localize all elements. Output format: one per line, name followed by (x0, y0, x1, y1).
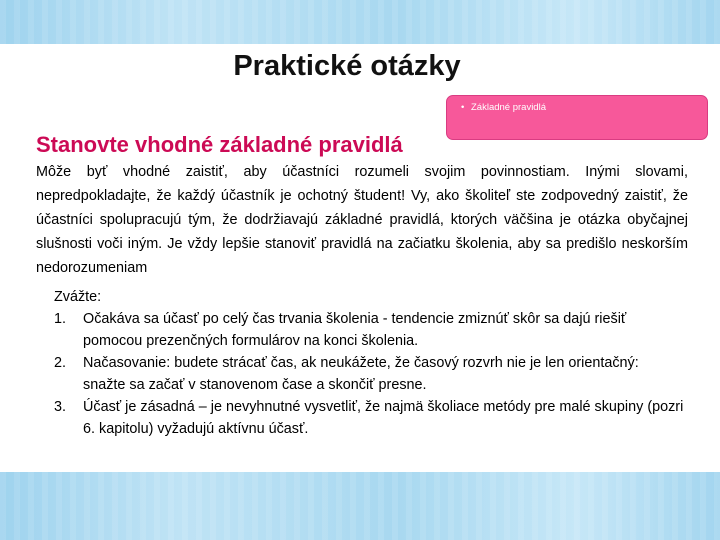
section-subtitle: Stanovte vhodné základné pravidlá (36, 132, 403, 157)
list-item (54, 396, 684, 440)
list-item-number: 2. (54, 355, 67, 371)
list-item-number: 3. (54, 399, 67, 415)
list-item-number: 1. (54, 311, 67, 327)
consider-section (54, 286, 684, 440)
bottom-decorative-band (0, 472, 720, 540)
list-item-text: Očakáva sa účasť po celý čas trvania školenia - tendencie zmiznúť skôr sa dajú riešiť pomocou prezenčných formulárov na konci školenia. (83, 311, 627, 349)
list-item-text: Načasovanie: budete strácať čas, ak neukážete, že časový rozvrh nie je len orientačný: snažte sa začať v stanovenom čase a skončiť presne. (83, 355, 639, 393)
list-item-text: Účasť je zásadná – je nevyhnutné vysvetliť, že najmä školiace metódy pre malé skupiny (pozri 6. kapitolu) vyžadujú aktívnu účasť. (83, 399, 684, 437)
slide-title: Praktické otázky (233, 50, 461, 82)
list-item (54, 308, 684, 352)
top-decorative-band (0, 0, 720, 44)
consider-list (54, 308, 684, 440)
callout-bullet: • (461, 102, 465, 113)
callout-text: Základné pravidlá (471, 102, 546, 113)
consider-heading: Zvážte: (54, 289, 102, 305)
intro-paragraph: Môže byť vhodné zaistiť, aby účastníci rozumeli svojim povinnostiam. Inými slovami, nepredpokladajte, že každý účastník je ochotný študent! Vy, ako školiteľ ste zodpovedný zaistiť, že účastníci spolupracujú tým, že dodržiavajú základné pravidlá, ktorých väčšina je otázka obyčajnej slušnosti voči iným. Je vždy lepšie stanoviť pravidlá na začiatku školenia, aby sa predišlo neskorším nedorozumeniam (36, 164, 688, 276)
list-item (54, 352, 684, 396)
callout-box (446, 95, 708, 140)
